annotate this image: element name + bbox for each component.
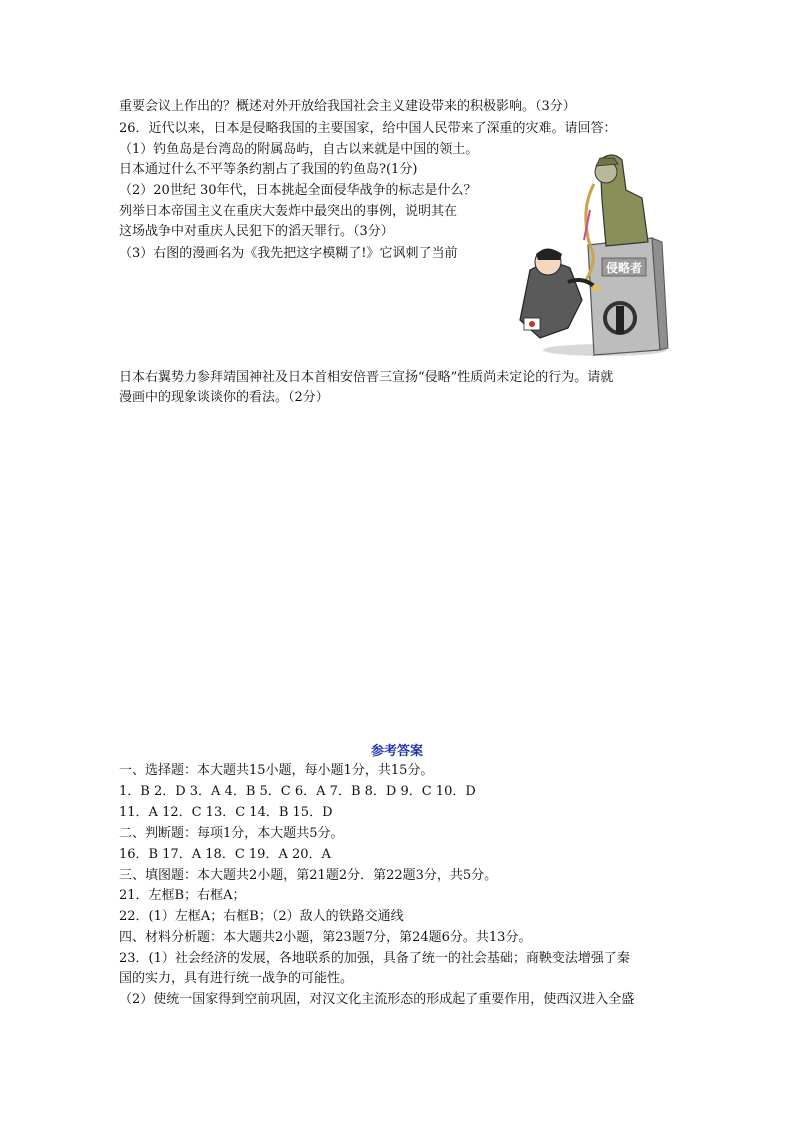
cartoon-illustration bbox=[510, 150, 670, 360]
answer-line: 国的实力，具有进行统一战争的可能性。 bbox=[119, 971, 354, 986]
answer-line: 二、判断题：每项1分，本大题共5分。 bbox=[119, 826, 344, 841]
q26-part3-line2: 日本右翼势力参拜靖国神社及日本首相安倍晋三宣扬“侵略”性质尚未定论的行为。请就 bbox=[119, 370, 614, 385]
answer-line: 1．B 2．D 3．A 4．B 5．C 6．A 7．B 8．D 9．C 10．D bbox=[119, 784, 476, 799]
q26-part3-line3: 漫画中的现象谈谈你的看法。（2分） bbox=[119, 390, 329, 405]
q26-intro: 26．近代以来，日本是侵略我国的主要国家，给中国人民带来了深重的灾难。请回答： bbox=[119, 121, 617, 136]
q26-part1-line2: 日本通过什么不平等条约割占了我国的钓鱼岛?(1分) bbox=[119, 162, 418, 177]
monument-inscription: 侵略者 bbox=[605, 261, 643, 275]
answer-line: 11．A 12．C 13．C 14．B 15．D bbox=[119, 805, 333, 820]
q26-part2-line1: （2）20世纪 30年代，日本挑起全面侵华战争的标志是什么？ bbox=[119, 183, 477, 198]
answer-line: 一、选择题：本大题共15小题，每小题1分，共15分。 bbox=[119, 763, 434, 778]
q26-part2-line3: 这场战争中对重庆人民犯下的滔天罪行。（3分） bbox=[119, 224, 394, 239]
q26-part2-line2: 列举日本帝国主义在重庆大轰炸中最突出的事例，说明其在 bbox=[119, 204, 458, 219]
answer-line: 21．左框B；右框A； bbox=[119, 888, 246, 903]
answer-key-title: 参考答案 bbox=[370, 744, 423, 759]
answer-line: 三、填图题：本大题共2小题，第21题2分．第22题3分，共5分。 bbox=[119, 868, 498, 883]
q26-part1-line1: （1）钓鱼岛是台湾岛的附属岛屿，自古以来就是中国的领土。 bbox=[119, 142, 479, 157]
prev-question-tail: 重要会议上作出的？概述对外开放给我国社会主义建设带来的积极影响。（3分） bbox=[119, 99, 576, 114]
answer-line: （2）使统一国家得到空前巩固，对汉文化主流形态的形成起了重要作用，使西汉进入全盛 bbox=[119, 992, 635, 1007]
cartoon-drawing bbox=[510, 150, 670, 360]
q26-part3-line1: （3）右图的漫画名为《我先把这字模糊了!》它讽刺了当前 bbox=[119, 246, 458, 261]
answer-line: 22．(1）左框A；右框B；（2）敌人的铁路交通线 bbox=[119, 909, 404, 924]
answer-line: 16．B 17．A 18．C 19．A 20．A bbox=[119, 847, 331, 862]
answer-line: 23．(1）社会经济的发展，各地联系的加强，具备了统一的社会基础；商鞅变法增强了秦 bbox=[119, 951, 630, 966]
answer-line: 四、材料分析题：本大题共2小题，第23题7分，第24题6分。共13分。 bbox=[119, 930, 532, 945]
